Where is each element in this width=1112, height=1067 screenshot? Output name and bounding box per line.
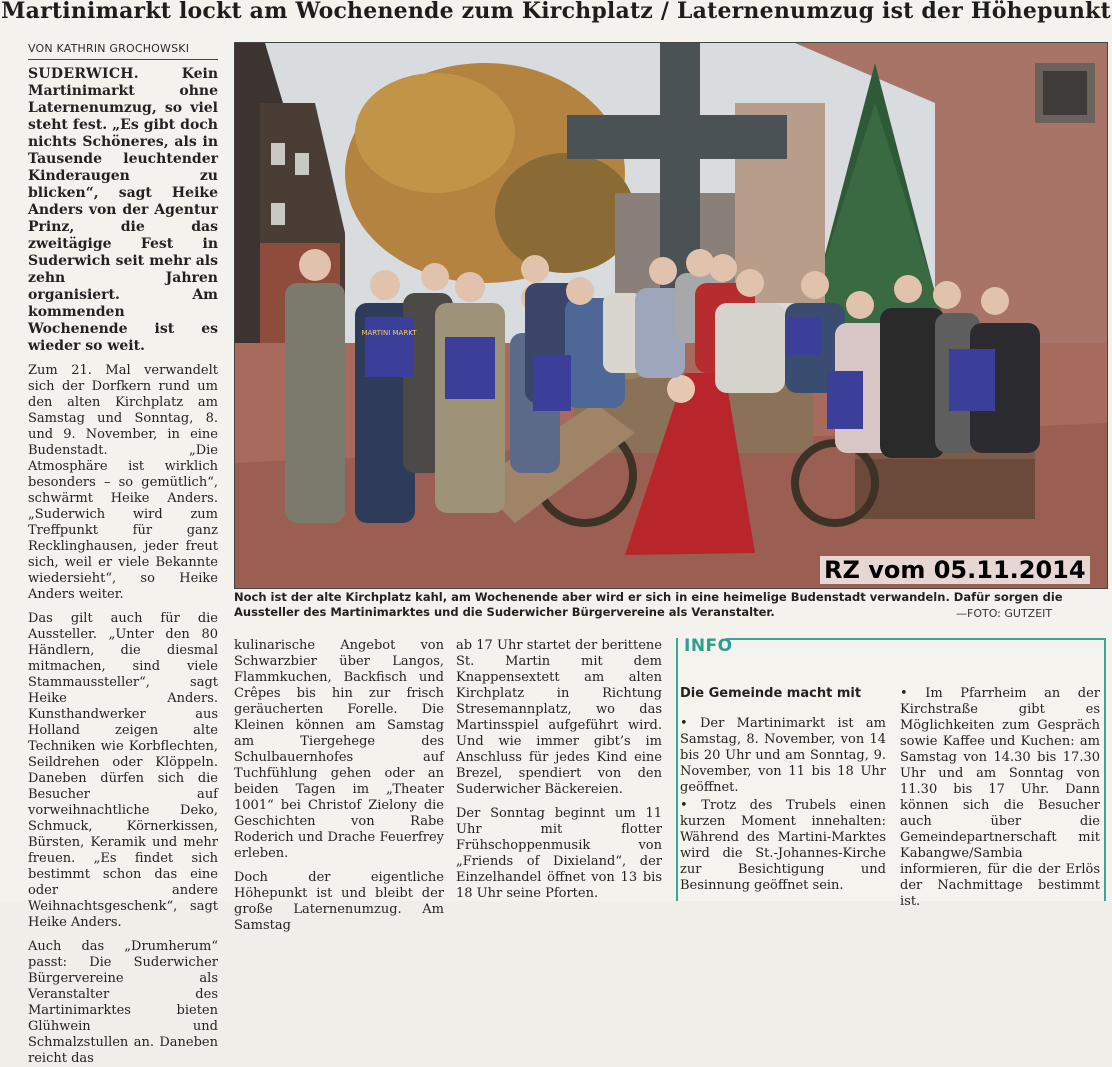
poster-label: MARTINI MARKT [361, 329, 417, 337]
body-paragraph: Das gilt auch für die Aussteller. „Unter den 80 Händlern, die diesmal mitmachen, sind viele Stammaussteller“, sagt Heike Anders. Kunsthandwerker aus Holland zeigen alte Techniken wie Korbflechten, Seildrehen oder Klöppeln. Daneben dürfen sich die Besucher auf vorweihnachtliche Deko, Schmuck, Körnerkissen, Bürsten, Keramik und mehr freuen. „Es findet sich bestimmt schon das eine oder andere Weihnachtsgeschenk“, sagt Heike Anders. [28, 611, 218, 930]
dateline: SUDERWICH. [28, 66, 139, 82]
info-subtitle: Die Gemeinde macht mit [680, 686, 862, 701]
photo-caption: Noch ist der alte Kirchplatz kahl, am Wochenende aber wird er sich in eine heimelige Budenstadt verwandeln. Dafür sorgen die Aussteller des Martinimarktes und die Suderwicher Bürgervereine als Veranstalter. [234, 590, 1063, 619]
body-paragraph: kulinarische Angebot von Schwarzbier über Langos, Flammkuchen, Backfisch und Crêpes bis hin zur frisch geräucherten Forelle. Die Kleinen können am Samstag am Tiergehege des Schulbauernhofes auf Tuchfühlung gehen oder an beiden Tagen im „Theater 1001“ bei Christof Zielony die Geschichten von Rabe Roderich und Drache Feuerfrey erleben. [234, 638, 444, 861]
info-column-right [900, 686, 1100, 909]
body-paragraph: ab 17 Uhr startet der berittene St. Martin mit dem Knappensextett am alten Kirchplatz in Richtung Stresemannplatz, wo das Martinsspiel aufgeführt wird. Und wie immer gibt’s im Anschluss für jedes Kind eine Brezel, spendiert von den Suderwicher Bäckereien. [456, 638, 662, 797]
article-headline: Martinimarkt lockt am Wochenende zum Kirchplatz / Laternenumzug ist der Höhepunkt [1, 0, 1111, 24]
info-bullet: • Im Pfarrheim an der Kirchstraße gibt es Möglichkeiten zum Gespräch sowie Kaffee und Kuchen: am Samstag von 14.30 bis 17.30 Uhr und am Sonntag von 11.30 bis 17 Uhr. Dann können sich die Besucher auch über die Gemeindepartnerschaft mit Kabangwe/Sambia informieren, für die der Erlös der Nachmittage bestimmt ist. [900, 686, 1100, 909]
info-column-left [680, 716, 886, 901]
lead-paragraph [28, 66, 218, 355]
body-paragraph: Der Sonntag beginnt um 11 Uhr mit flotter Frühschoppenmusik von „Friends of Dixieland“, der Einzelhandel öffnet von 13 bis 18 Uhr seine Pforten. [456, 806, 662, 901]
lead-text: Kein Martinimarkt ohne Laternenumzug, so viel steht fest. „Es gibt doch nichts Schöneres, als in Tausende leuchtender Kinderaugen zu blicken“, sagt Heike Anders von der Agentur Prinz, die das zweitägige Fest in Suderwich seit mehr als zehn Jahren organisiert. Am kommenden Wochenende ist es wieder so weit. [28, 66, 218, 354]
article-column-2 [234, 638, 444, 933]
info-bullet: • Der Martinimarkt ist am Samstag, 8. November, von 14 bis 20 Uhr und am Sonntag, 9. November, von 11 bis 18 Uhr geöffnet. [680, 716, 886, 795]
info-bullet: • Trotz des Trubels einen kurzen Moment innehalten: Während des Martini-Marktes wird die St.-Johannes-Kirche zur Besichtigung und Besinnung geöffnet sein. [680, 798, 886, 893]
date-stamp: RZ vom 05.11.2014 [820, 556, 1090, 584]
article-column-1 [28, 66, 218, 1066]
body-paragraph: Auch das „Drumherum“ passt: Die Suderwicher Bürgervereine als Veranstalter des Martinimarktes bieten Glühwein und Schmalzstullen an. Daneben reicht das [28, 939, 218, 1066]
photo-illustration [235, 43, 1107, 588]
body-paragraph: Zum 21. Mal verwandelt sich der Dorfkern rund um den alten Kirchplatz am Samstag und Sonntag, 8. und 9. November, in eine Budenstadt. „Die Atmosphäre ist wirklich besonders – so gemütlich“, schwärmt Heike Anders. „Suderwich wird zum Treffpunkt für ganz Recklinghausen, jeder freut sich, weil er viele Bekannte wiedersieht“, so Heike Anders weiter. [28, 363, 218, 602]
article-column-3 [456, 638, 662, 901]
old-suitcase [855, 451, 1035, 519]
byline: VON KATHRIN GROCHOWSKI [28, 42, 218, 60]
body-paragraph: Doch der eigentliche Höhepunkt ist und bleibt der große Laternenumzug. Am Samstag [234, 870, 444, 933]
photo-credit: —FOTO: GUTZEIT [956, 607, 1053, 620]
group-photo [234, 42, 1108, 589]
info-title: INFO [678, 634, 726, 666]
